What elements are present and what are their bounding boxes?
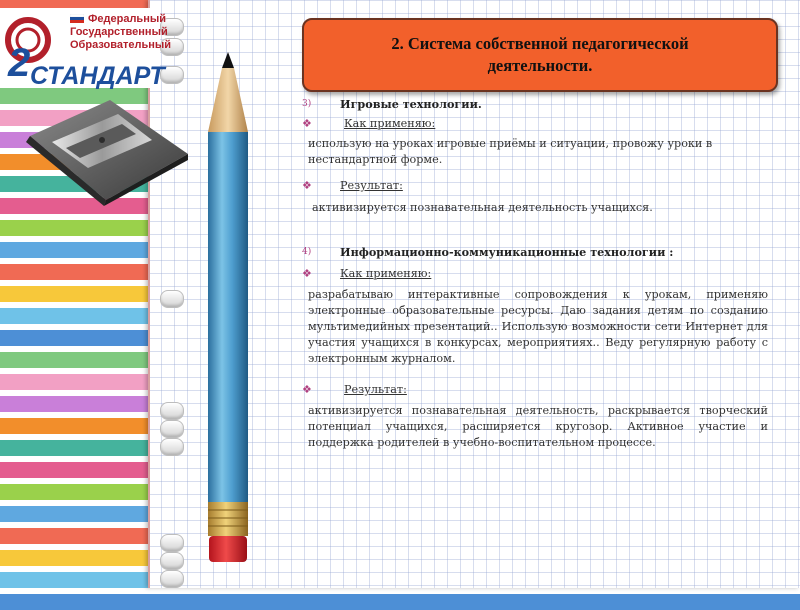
logo-line-1: Федеральный xyxy=(88,13,166,25)
background-stripe xyxy=(0,594,800,610)
slide-title-line-2: деятельности. xyxy=(487,56,593,75)
section-heading: Информационно-коммуникационные технологии : xyxy=(340,245,674,259)
how-text: использую на уроках игровые приёмы и ситуации, провожу уроки в нестандартной форме. xyxy=(308,137,713,166)
binder-ring xyxy=(160,570,184,588)
fgos-logo xyxy=(0,8,172,90)
slide-title-box xyxy=(302,18,778,92)
binder-ring xyxy=(160,402,184,420)
russian-flag-icon xyxy=(70,14,84,23)
binder-ring xyxy=(160,438,184,456)
logo-line-3: Образовательный xyxy=(70,39,172,51)
svg-text:2: 2 xyxy=(8,41,31,78)
logo-brand: СТАНДАРТ xyxy=(30,62,165,90)
pencil-sharpener-icon xyxy=(22,96,192,206)
how-label: Как применяю: xyxy=(344,117,436,130)
diamond-bullet-icon: ❖ xyxy=(302,179,312,192)
diamond-bullet-icon: ❖ xyxy=(302,383,312,396)
slide-title xyxy=(330,33,750,77)
binder-ring xyxy=(160,552,184,570)
diamond-bullet-icon: ❖ xyxy=(302,117,312,130)
binder-ring xyxy=(160,290,184,308)
result-text: активизируется познавательная деятельность учащихся. xyxy=(312,201,653,214)
diamond-bullet-icon: ❖ xyxy=(302,267,312,280)
result-label: Результат: xyxy=(344,383,407,396)
slide-title-line-1: 2. Система собственной педагогической xyxy=(391,34,689,53)
section-number: 3) xyxy=(302,99,312,109)
section-heading: Игровые технологии. xyxy=(340,97,482,111)
binder-ring xyxy=(160,420,184,438)
binder-ring xyxy=(160,534,184,552)
pencil-icon xyxy=(204,52,252,566)
how-label: Как применяю: xyxy=(340,267,432,280)
logo-line-2: Государственный xyxy=(70,26,168,38)
result-text: активизируется познавательная деятельность, раскрывается творческий потенциал учащихся, расширяется кругозор. Активное участие и поддержка родителей в учебно-воспитательном процессе. xyxy=(308,404,768,449)
how-text: разрабатываю интерактивные сопровождения к урокам, применяю электронные образовательные ресурсы. Даю задания детям по созданию мультимедийных презентаций.. Использую возможности сети Интернет для участия учащихся в конкурсах, мероприятиях.. Веду регулярную работу с электронным журналом. xyxy=(308,288,768,365)
section-number: 4) xyxy=(302,247,312,257)
result-label: Результат: xyxy=(340,179,403,192)
